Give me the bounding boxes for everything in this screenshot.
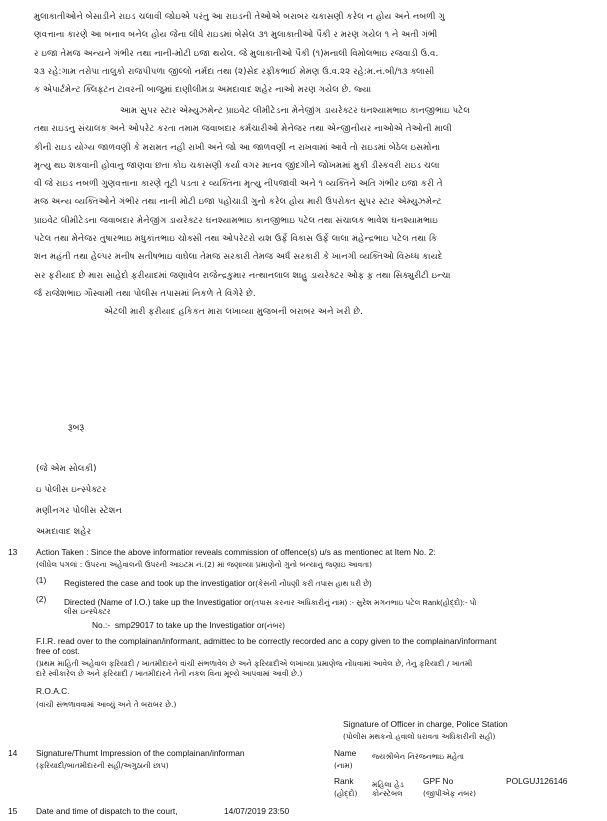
complainant-signature-en: Signature/Thumt Impression of the complainan/informan bbox=[36, 748, 245, 758]
complainant-signature-gu: (ફરિયાદી/બાતમીદારની સહી/અંગુઠાની છાપ) bbox=[36, 761, 169, 770]
officer-name: (જે એમ સોલકી) bbox=[36, 464, 97, 474]
officer-rank: ઇ પોલીસ ઇન્સ્પેક્ટર bbox=[36, 485, 107, 495]
complainant-rank-cont: કોન્સ્ટેબલ bbox=[372, 789, 403, 798]
narrative-paragraph bbox=[34, 8, 582, 99]
police-station-name: મણીનગર પોલીસ સ્ટેશન bbox=[36, 506, 122, 516]
accusation-line: શન મહંતી તથા હેલ્પર મનીષ સતીષભાઇ વાઘેલા તેમજ સરકારી તેમજ અર્ધ સરકારી કે ખાનગી વ્યક્તિઓ વિરુધ્ધ કાયદે bbox=[34, 252, 443, 263]
io-number-value: smp29017 bbox=[114, 620, 154, 630]
accusation-line: પ્રાઇવેટ લીમીટેડના જવાબદાર મેનેજીંગ ડાયરેક્ટર ઘનશ્યામભાઇ કાનજીભાઇ પટેલ તથા સંચાલક ભાવેશ ઘનશ્યામભાઇ bbox=[34, 215, 438, 226]
option-1-gu: (કેસની નોંધણી કરી તપાસ હાથ ધરી છે) bbox=[255, 579, 372, 588]
io-number-label: No.:- bbox=[92, 620, 111, 630]
accusation-line: ર્જ રાજેશભાઇ ગૌસ્વામી તથા પોલીસ તપાસમાં નિકળે તે વિગેરે છે. bbox=[34, 288, 256, 299]
fir-read-gu-2: દારે સ્વીકારેલ છે અને ફરિયાદી / ખાતમીદારને તેની નકલ વિના મૂલ્યે આપવામાં આવી છે.) bbox=[36, 669, 303, 678]
closing-statement: એટલી મારી ફરીયાદ હકિકત મારા લખાવ્યા મુજબની બરાબર અને ખરી છે. bbox=[104, 307, 363, 318]
accusation-line: સર ફરીયાદ છે મારા સાહેદો ફરીયાદમાં જણાવેલ રાજેન્દ્રકુમાર નત્થાનલાલ શાહુ ડાયરેક્ટર ઓફ ફ઼ તથા સિક્યુરીટી ઇન્ચા bbox=[34, 270, 451, 281]
narrative-line: ર ઇજા તેમજ અન્યને ગંભીર તથા નાની-મોટી ઇજા થયેલ. જે મુલાકાતીઓ પૈકી (૧)મનાલી વિમોલભાઇ રજવાડી ઉ.વ. bbox=[34, 48, 439, 59]
action-taken-gu: (લીધેલ પગલાં : ઉપરના અહેવાલની ઉપરની આઇટમ નં.(2) માં જણાવ્યા પ્રમાણેનો ગુનો બન્યાનું જણાઇ આવતા) bbox=[36, 560, 373, 569]
accusation-line: વી જે રાઇડ નબળી ગુણવત્તાના કારણે તૂટી પડતા ર વ્યક્તિના મૃત્યુ નીપજાવી અને ૧ વ્યક્તિને અતિ ગંભીર ઇજા કરી તે bbox=[34, 179, 443, 190]
narrative-line: ૨૩ રહે:ગામ તરોપા તાલુકો રાજપીપળા જીલ્લો નર્મદા તથા (૨)સેદ રફીકભાઈ મેમણ ઉ.વ.૨૨ રહે:મ.નં.બી/૧૩ ક્લાસી bbox=[34, 66, 435, 77]
name-label: Name bbox=[334, 748, 357, 758]
option-2-en: Directed (Name of I.O.) take up the Investigatior or bbox=[64, 597, 252, 607]
officer-signature-gu: (પોલીસ મથકનો હવાલો ધરાવતા અધિકારીની સહી) bbox=[343, 732, 496, 741]
action-taken-en: Action Taken : Since the above informatior reveals commission of offence(s) u/s as mentionec at Item No. 2: bbox=[36, 547, 436, 557]
accusation-line: મૃત્યુ થઇ શકવાની હોવાનુ જાણવા છતા કોઇ ચકાસણી કર્યા વગર માનવ જીંદગીને જોખમમાં મુકી ડીસ્કવરી રાઇડ ચલા bbox=[34, 160, 440, 171]
rank-label-gu: (હોદ્દો) bbox=[334, 789, 358, 798]
gpf-label: GPF No bbox=[423, 776, 454, 786]
fir-read-en-1: F.I.R. read over to the complainan/informant, admittec to be correctly recorded anc a copy given to the complainan/informant bbox=[36, 636, 497, 646]
narrative-line: મુલાકાતીઓને બેસાડીને રાઇડ ચલાવી જોઇએ પરંતુ આ રાઇડની તેઓએ બરાબર ચકાસણી કરેલ ન હોય અને નબળી ગુ bbox=[34, 12, 445, 22]
roac-gu: (વાંચી સંભળાવવામાં આવ્યું અને તે બરાબર છે.) bbox=[36, 700, 177, 709]
item-number-13: 13 bbox=[8, 547, 18, 557]
option-1-text bbox=[64, 575, 372, 593]
narrative-line: ણવત્તાના કારણે આ બનાવ બનેલ હોય જેના લીધે રાઇડમાં બેસેલ ૩૧ મુલાકાતીઓ પૈકી ર મરણ ગયેલ ૧ ને અતી ગંભી bbox=[34, 30, 438, 41]
item-number-14: 14 bbox=[8, 748, 18, 758]
rubaru-label: રૂબરૂ bbox=[68, 423, 85, 433]
option-1-en: Registered the case and took up the investigatior or bbox=[64, 578, 256, 588]
accusation-line: મજ અન્ય વ્યક્તિઓને ગંભીર તથા નાની મોટી ઇજા પહોંચાડી ગુનો કરેલ હોય મારી ઉપરોક્ત સુપર સ્ટાર એમ્યુઝમેન્ટ bbox=[34, 197, 442, 208]
option-1-number: (1) bbox=[36, 575, 47, 585]
io-number-gu: (નંબર) bbox=[264, 621, 285, 630]
option-2-number: (2) bbox=[36, 594, 47, 604]
complainant-name: જયશ્રીબેન નિરંજનભાઇ મહેતા bbox=[372, 752, 465, 761]
accusation-paragraph bbox=[34, 102, 582, 322]
accusation-line: તથા રાઇડનુ સંચાલક અને ઓપરેટ કરતા તમામ જવાબદાર કર્મચારીઓ મેનેજર તથા એન્જીનીયર નાઓએ તેઓની માલી bbox=[34, 124, 452, 135]
option-2-text bbox=[64, 594, 476, 612]
gpf-number: POLGUJ126146 bbox=[506, 776, 568, 786]
item-number-15: 15 bbox=[8, 806, 18, 816]
gpf-label-gu: (જીપીએફ નંબર) bbox=[423, 789, 477, 798]
officer-signature-en: Signature of Officer in charge, Police Station bbox=[343, 719, 508, 729]
complainant-rank: મહિલા હેડ bbox=[372, 780, 404, 789]
city-name: અમદાવાદ શહેર bbox=[36, 527, 92, 537]
rank-label: Rank bbox=[334, 776, 354, 786]
fir-read-gu-1: (પ્રથમ માહિતી અહેવાલ ફરિયાદી / ખાતમીદારને વાંચી સંભળાવેલ છે અને ફરિયાદીએ લખાવ્યા પ્રમાણેજ નોંધવામાં આવેલ છે, તેનુ ફરિયાદી / ખાતમી bbox=[36, 659, 473, 668]
dispatch-label: Date and time of dispatch to the court, bbox=[36, 806, 178, 816]
option-2-gu: (તપાસ કરનાર અધિકારીનું નામ) :- સુરેશ મગનભાઇ પટેલ Rank(હોદ્દો):- પો bbox=[251, 598, 477, 607]
option-2-rank-cont: લીસ ઇન્સ્પેક્ટર bbox=[64, 607, 111, 616]
io-number-rest: to take up the Investigatior or bbox=[156, 620, 265, 630]
dispatch-datetime: 14/07/2019 23:50 bbox=[224, 806, 290, 816]
accusation-line: આમ સુપર સ્ટાર એમ્યુઝમેન્ટ પ્રાઇવેટ લીમીટેડના મેનેજીંગ ડાયરેક્ટર ઘનશ્યામભાઇ કાનજીભાઇ પટેલ bbox=[120, 106, 471, 116]
fir-read-en-2: free of cost. bbox=[36, 646, 80, 656]
accusation-line: કીની રાઇડ યોગ્ય જાળવણી કે મરામત નહી રાખી અને જો આ જાળવણી ન રાખવામાં આવે તો રાઇડમાં બેઠેલ ઇસમોના bbox=[34, 142, 441, 153]
roac-en: R.O.A.C. bbox=[36, 686, 70, 696]
narrative-line: ક એપાર્ટમેન્ટ ક્લિફ્ટન ટાવરની બાજુમાં દાણીલીમડા અમદાવાદ શહેર નાઓ મરણ ગયેલ છે. જ્યા bbox=[34, 85, 372, 96]
name-label-gu: (નામ) bbox=[334, 761, 353, 770]
io-number-row bbox=[92, 617, 285, 635]
accusation-line: પટેલ તથા મેનેજર તુષારભાઇ મધુકાંતભાઇ ચોક્સી તથા ઓપરેટરો યશ ઉર્ફે વિકાસ ઉર્ફે લાલા મહેન્દ્રભાઇ પટેલ તથા કિ bbox=[34, 234, 438, 245]
